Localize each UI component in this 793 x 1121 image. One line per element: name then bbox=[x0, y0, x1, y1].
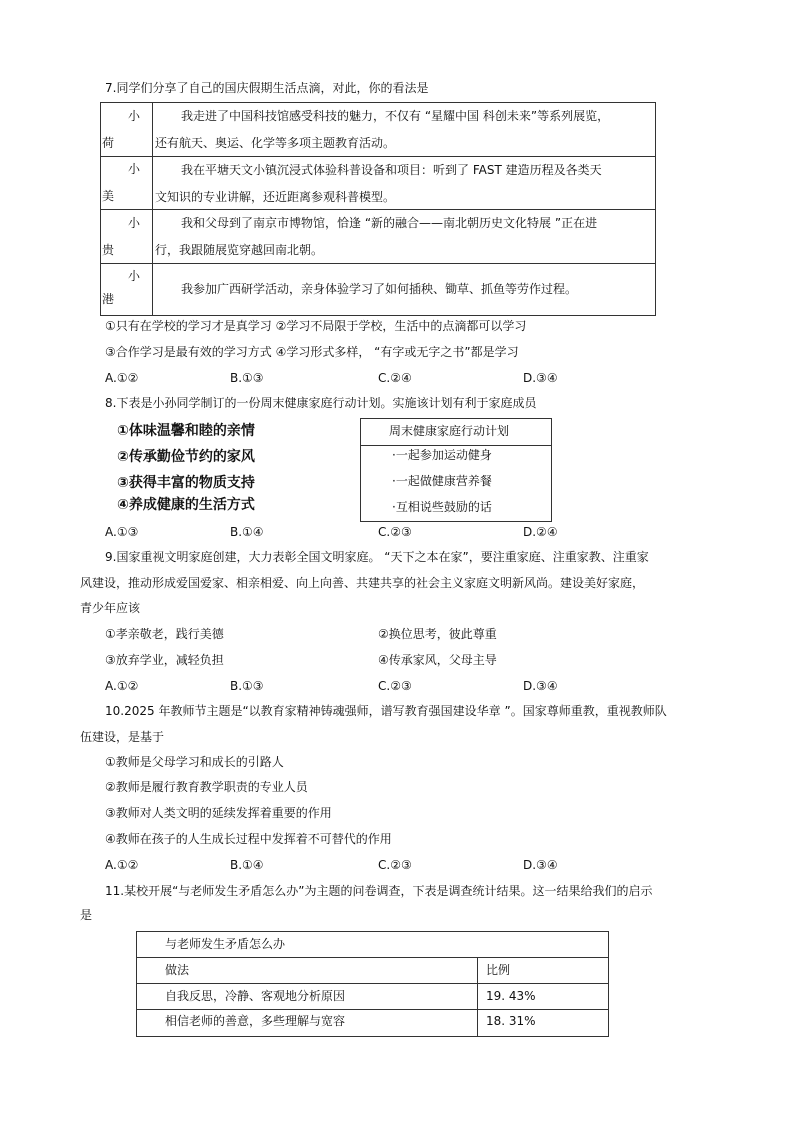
q11-stem-line: 11.某校开展“与老师发生矛盾怎么办”为主题的问卷调查，下表是调查统计结果。这一结果给我们的启示 bbox=[105, 884, 653, 898]
q7-name-char: 美 bbox=[102, 189, 115, 203]
table-row bbox=[137, 1010, 608, 1036]
q7-text-line: 文知识的专业讲解，还近距离参观科普模型。 bbox=[155, 190, 396, 204]
q7-name-char: 贵 bbox=[102, 243, 115, 257]
q11-method-cell: 自我反思，冷静、客观地分析原因 bbox=[165, 989, 346, 1003]
q11-method-cell: 相信老师的善意，多些理解与宽容 bbox=[165, 1014, 346, 1028]
q11-table-title: 与老师发生矛盾怎么办 bbox=[165, 937, 286, 951]
q11-stem-line: 是 bbox=[80, 908, 93, 922]
q7-table bbox=[100, 102, 656, 316]
q7-name-char: 小 bbox=[128, 269, 141, 283]
q9-choice-a[interactable]: A.①② bbox=[105, 679, 139, 693]
q8-choice-a[interactable]: A.①③ bbox=[105, 525, 139, 539]
q7-text-line: 我在平塘天文小镇沉浸式体验科普设备和项目：听到了 FAST 建造历程及各类天 bbox=[181, 163, 602, 177]
q9-option: ②换位思考，彼此尊重 bbox=[378, 627, 497, 641]
q8-item: ①体味温馨和睦的亲情 bbox=[117, 423, 255, 439]
q10-stem-line: 伍建设，是基于 bbox=[80, 730, 165, 744]
q7-row-xiaomei bbox=[101, 157, 655, 210]
q8-choice-d[interactable]: D.②④ bbox=[523, 525, 558, 539]
q7-name-cell bbox=[101, 264, 153, 315]
q10-choice-b[interactable]: B.①④ bbox=[230, 858, 264, 872]
q7-name-char: 荷 bbox=[102, 136, 115, 150]
q7-choice-a[interactable]: A.①② bbox=[105, 371, 139, 385]
q7-options-line: ③合作学习是最有效的学习方式 ④学习形式多样， “有字或无字之书”都是学习 bbox=[105, 345, 519, 359]
q10-option: ④教师在孩子的人生成长过程中发挥着不可替代的作用 bbox=[105, 832, 392, 846]
q11-col-method: 做法 bbox=[165, 963, 190, 977]
q8-plan-box bbox=[360, 418, 552, 522]
q7-row-xiaohe bbox=[101, 103, 655, 157]
q11-column-divider bbox=[477, 958, 478, 1036]
q8-plan-item: ·一起参加运动健身 bbox=[392, 448, 492, 462]
q9-stem-line: 青少年应该 bbox=[80, 601, 141, 615]
q7-choice-d[interactable]: D.③④ bbox=[523, 371, 558, 385]
q11-col-ratio: 比例 bbox=[486, 963, 511, 977]
q7-text bbox=[155, 276, 651, 303]
q8-stem: 8.下表是小孙同学制订的一份周末健康家庭行动计划。实施该计划有利于家庭成员 bbox=[105, 396, 537, 410]
q11-ratio-cell: 19. 43% bbox=[486, 989, 536, 1003]
q10-option: ①教师是父母学习和成长的引路人 bbox=[105, 755, 284, 769]
q8-plan-item: ·一起做健康营养餐 bbox=[392, 474, 492, 488]
q10-choice-c[interactable]: C.②③ bbox=[378, 858, 412, 872]
q7-choice-c[interactable]: C.②④ bbox=[378, 371, 412, 385]
q8-item: ④养成健康的生活方式 bbox=[117, 497, 255, 513]
q7-name-cell bbox=[101, 210, 153, 263]
q7-name-char: 小 bbox=[128, 216, 141, 230]
q8-plan-header bbox=[361, 419, 551, 446]
q9-choice-b[interactable]: B.①③ bbox=[230, 679, 264, 693]
q7-text-line: 我参加广西研学活动，亲身体验学习了如何插秧、锄草、抓鱼等劳作过程。 bbox=[181, 282, 578, 296]
q8-item: ②传承勤俭节约的家风 bbox=[117, 449, 255, 465]
q11-ratio-cell: 18. 31% bbox=[486, 1014, 536, 1028]
q9-option: ④传承家风，父母主导 bbox=[378, 653, 497, 667]
q9-option: ③放弃学业，减轻负担 bbox=[105, 653, 224, 667]
q7-name-char: 小 bbox=[128, 109, 141, 123]
q7-text-line: 行，我跟随展览穿越回南北朝。 bbox=[155, 243, 324, 257]
q8-choice-b[interactable]: B.①④ bbox=[230, 525, 264, 539]
q11-header-row bbox=[137, 958, 608, 984]
q7-text bbox=[155, 210, 651, 264]
q7-options-line: ①只有在学校的学习才是真学习 ②学习不局限于学校，生活中的点滴都可以学习 bbox=[105, 319, 527, 333]
q10-choice-d[interactable]: D.③④ bbox=[523, 858, 558, 872]
q7-text-line: 我和父母到了南京市博物馆，恰逢 “新的融合——南北朝历史文化特展 ”正在进 bbox=[181, 216, 598, 230]
q8-plan-title: 周末健康家庭行动计划 bbox=[389, 424, 510, 438]
q8-choice-c[interactable]: C.②③ bbox=[378, 525, 412, 539]
q9-stem-line: 风建设，推动形成爱国爱家、相亲相爱、向上向善、共建共享的社会主义家庭文明新风尚。建设美好家庭， bbox=[80, 576, 645, 590]
q7-text bbox=[155, 103, 651, 157]
q10-option: ③教师对人类文明的延续发挥着重要的作用 bbox=[105, 806, 332, 820]
q7-name-cell bbox=[101, 103, 153, 156]
q10-stem-line: 10.2025 年教师节主题是“以教育家精神铸魂强师，谱写教育强国建设华章 ”。国家尊师重教，重视教师队 bbox=[105, 704, 667, 718]
q7-text-line: 我走进了中国科技馆感受科技的魅力，不仅有 “星耀中国 科创未来”等系列展览， bbox=[181, 109, 610, 123]
q7-stem: 7.同学们分享了自己的国庆假期生活点滴，对此，你的看法是 bbox=[105, 81, 429, 95]
q7-row-xiaogang bbox=[101, 264, 655, 315]
q11-title-row bbox=[137, 932, 608, 958]
q9-stem-line: 9.国家重视文明家庭创建，大力表彰全国文明家庭。 “天下之本在家”，要注重家庭、注重家教、注重家 bbox=[105, 550, 649, 564]
q10-choice-a[interactable]: A.①② bbox=[105, 858, 139, 872]
q8-item: ③获得丰富的物质支持 bbox=[117, 475, 255, 491]
q7-text bbox=[155, 157, 651, 211]
q8-plan-item: ·互相说些鼓励的话 bbox=[392, 500, 492, 514]
q7-text-line: 还有航天、奥运、化学等多项主题教育活动。 bbox=[155, 136, 396, 150]
q7-name-cell bbox=[101, 157, 153, 209]
table-row bbox=[137, 984, 608, 1010]
q7-name-char: 小 bbox=[128, 162, 141, 176]
q9-choice-d[interactable]: D.③④ bbox=[523, 679, 558, 693]
q9-choice-c[interactable]: C.②③ bbox=[378, 679, 412, 693]
q11-table bbox=[136, 931, 609, 1037]
q10-option: ②教师是履行教育教学职责的专业人员 bbox=[105, 780, 308, 794]
q7-choice-b[interactable]: B.①③ bbox=[230, 371, 264, 385]
q9-option: ①孝亲敬老，践行美德 bbox=[105, 627, 224, 641]
q7-name-char: 港 bbox=[102, 292, 115, 306]
q7-row-xiaogui bbox=[101, 210, 655, 264]
